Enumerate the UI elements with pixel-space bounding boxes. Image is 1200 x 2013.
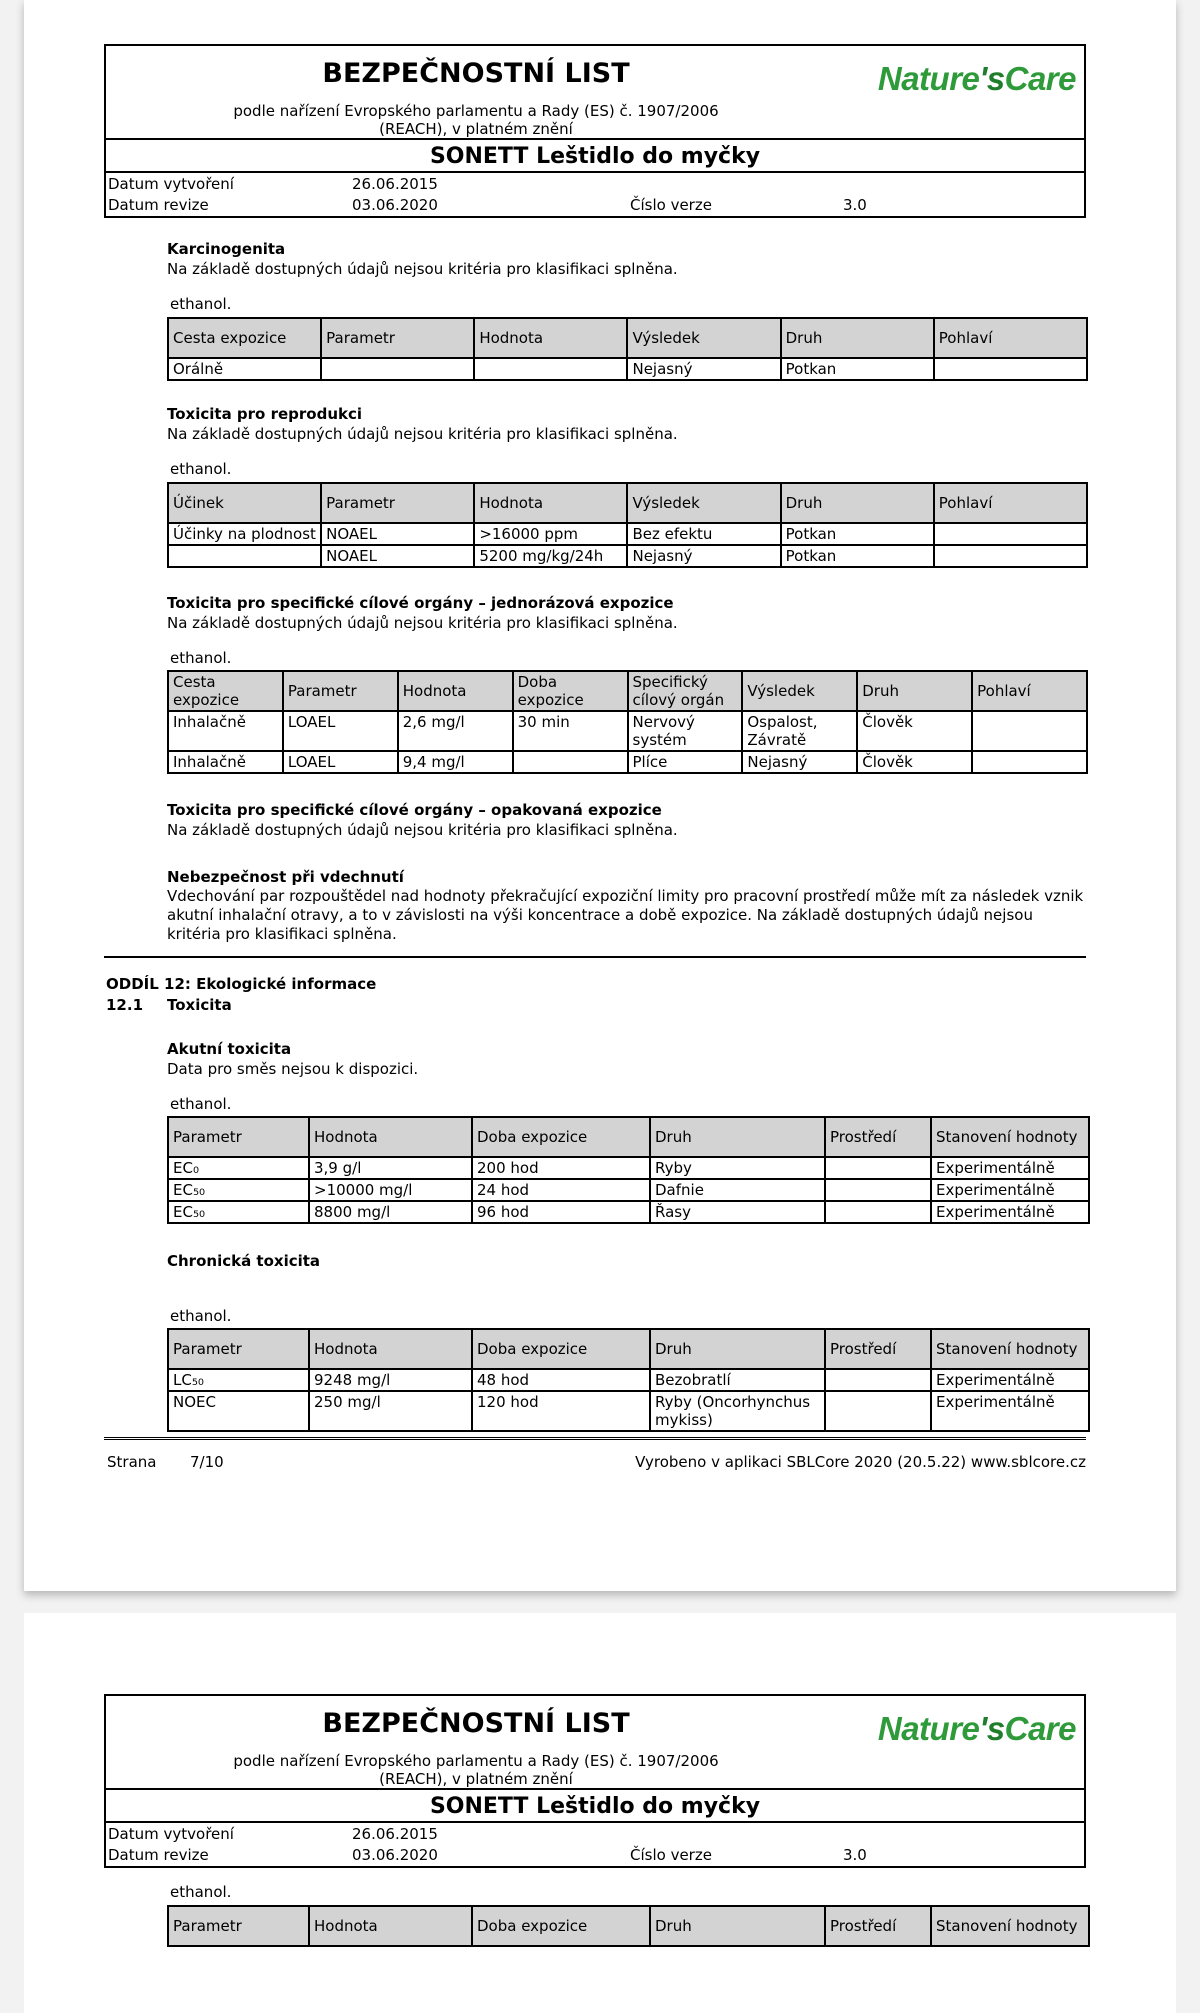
carcinogenicity-table	[167, 317, 1088, 381]
table-cell: Potkan	[781, 523, 934, 545]
document-header	[104, 1694, 1086, 1868]
revised-value: 03.06.2020	[352, 1846, 438, 1864]
chronic-toxicity-table	[167, 1328, 1090, 1432]
table-cell: Nejasný	[627, 545, 780, 567]
natures-care-logo	[878, 1710, 1076, 1748]
table-cell: NOAEL	[321, 545, 474, 567]
column-header: Druh	[781, 318, 934, 358]
table-cell: 2,6 mg/l	[398, 711, 513, 751]
stot-repeated-text: Na základě dostupných údajů nejsou kritéria pro klasifikaci splněna.	[167, 821, 678, 839]
logo-text: Nature	[877, 1710, 980, 1747]
table-cell: 96 hod	[472, 1201, 650, 1223]
substance-label: ethanol.	[170, 1095, 232, 1113]
column-header: Druh	[650, 1329, 825, 1369]
table-cell: LC₅₀	[168, 1369, 309, 1391]
table-cell	[168, 545, 321, 567]
column-header: Parametr	[321, 318, 474, 358]
header-divider	[106, 1821, 1084, 1823]
logo-text: Nature	[877, 60, 980, 97]
table-cell: Bez efektu	[627, 523, 780, 545]
table-cell: Ryby	[650, 1157, 825, 1179]
table-row	[168, 1157, 1089, 1179]
column-header: Doba expozice	[513, 671, 628, 711]
table-cell	[825, 1391, 931, 1431]
product-name: SONETT Leštidlo do myčky	[429, 144, 761, 169]
table-cell: Ryby (Oncorhynchus mykiss)	[650, 1391, 825, 1431]
table-cell: Experimentálně	[931, 1157, 1089, 1179]
header-divider	[106, 138, 1084, 140]
document-header	[104, 44, 1086, 218]
column-header: Prostředí	[825, 1329, 931, 1369]
table-cell: Experimentálně	[931, 1369, 1089, 1391]
table-cell: Člověk	[857, 711, 972, 751]
table-cell: Inhalačně	[168, 751, 283, 773]
table-cell: LOAEL	[283, 711, 398, 751]
table-row	[168, 545, 1087, 567]
column-header: Hodnota	[309, 1117, 472, 1157]
column-header: Výsledek	[627, 483, 780, 523]
table-cell: 3,9 g/l	[309, 1157, 472, 1179]
natures-care-logo	[878, 60, 1076, 98]
table-cell	[934, 523, 1087, 545]
table-cell: Inhalačně	[168, 711, 283, 751]
table-cell: 8800 mg/l	[309, 1201, 472, 1223]
section-divider	[104, 956, 1086, 958]
column-header: Hodnota	[309, 1906, 472, 1946]
revised-label: Datum revize	[108, 196, 209, 214]
logo-text-care: Care	[1004, 1710, 1076, 1747]
table-cell: >16000 ppm	[474, 523, 627, 545]
table-cell: 48 hod	[472, 1369, 650, 1391]
table-header-row	[168, 483, 1087, 523]
document-title: BEZPEČNOSTNÍ LIST	[322, 58, 630, 89]
revised-label: Datum revize	[108, 1846, 209, 1864]
acute-toxicity-text: Data pro směs nejsou k dispozici.	[167, 1060, 419, 1078]
column-header: Hodnota	[474, 483, 627, 523]
table-cell: 30 min	[513, 711, 628, 751]
leaf-icon: 's	[979, 60, 1005, 97]
document-page-7	[24, 0, 1176, 1591]
stot-repeated-heading: Toxicita pro specifické cílové orgány – opakovaná expozice	[167, 801, 662, 819]
table-row	[168, 523, 1087, 545]
table-cell: Orálně	[168, 358, 321, 380]
column-header: Druh	[650, 1906, 825, 1946]
column-header: Parametr	[283, 671, 398, 711]
generator-note: Vyrobeno v aplikaci SBLCore 2020 (20.5.22) www.sblcore.cz	[635, 1453, 1086, 1471]
created-value: 26.06.2015	[352, 1825, 438, 1843]
stot-single-text: Na základě dostupných údajů nejsou kritéria pro klasifikaci splněna.	[167, 614, 678, 632]
table-cell: NOEC	[168, 1391, 309, 1431]
section-12-1-title: Toxicita	[167, 996, 232, 1014]
chronic-toxicity-heading: Chronická toxicita	[167, 1252, 321, 1270]
table-header-row	[168, 1117, 1089, 1157]
column-header: Stanovení hodnoty	[931, 1117, 1089, 1157]
table-row	[168, 1179, 1089, 1201]
document-page-8	[24, 1613, 1176, 2013]
version-value: 3.0	[843, 196, 867, 214]
column-header: Prostředí	[825, 1906, 931, 1946]
document-title: BEZPEČNOSTNÍ LIST	[322, 1708, 630, 1739]
column-header: Parametr	[168, 1329, 309, 1369]
created-label: Datum vytvoření	[108, 1825, 234, 1843]
table-cell: Nejasný	[627, 358, 780, 380]
column-header: Prostředí	[825, 1117, 931, 1157]
table-cell	[825, 1157, 931, 1179]
substance-label: ethanol.	[170, 460, 232, 478]
footer-divider	[104, 1437, 1086, 1440]
table-cell: 9,4 mg/l	[398, 751, 513, 773]
aspiration-text: Vdechování par rozpouštědel nad hodnoty překračující expoziční limity pro pracovní prostředí může mít za následek vznik akutní inhalační otravy, a to v závislosti na výši koncentrace a době expozice. Na základě dostupných údajů nejsou kritéria pro klasifikaci splněna.	[167, 887, 1084, 943]
table-cell	[934, 545, 1087, 567]
column-header: Druh	[650, 1117, 825, 1157]
stot-single-table	[167, 670, 1088, 774]
chronic-toxicity-table-continued	[167, 1905, 1090, 1947]
table-row	[168, 1201, 1089, 1223]
table-cell: Bezobratlí	[650, 1369, 825, 1391]
section-12-1-number: 12.1	[106, 996, 144, 1014]
table-cell: Člověk	[857, 751, 972, 773]
table-cell: 120 hod	[472, 1391, 650, 1431]
table-cell	[513, 751, 628, 773]
table-row	[168, 751, 1087, 773]
acute-toxicity-table	[167, 1116, 1090, 1224]
table-cell: Plíce	[628, 751, 743, 773]
table-cell: EC₀	[168, 1157, 309, 1179]
table-cell: Řasy	[650, 1201, 825, 1223]
substance-label: ethanol.	[170, 295, 232, 313]
column-header: Stanovení hodnoty	[931, 1906, 1089, 1946]
section-12-title: ODDÍL 12: Ekologické informace	[106, 975, 377, 993]
table-cell: 5200 mg/kg/24h	[474, 545, 627, 567]
column-header: Doba expozice	[472, 1906, 650, 1946]
table-cell	[474, 358, 627, 380]
aspiration-heading: Nebezpečnost při vdechnutí	[167, 868, 404, 886]
reproduction-heading: Toxicita pro reprodukci	[167, 405, 363, 423]
table-row	[168, 1369, 1089, 1391]
table-cell	[321, 358, 474, 380]
column-header: Doba expozice	[472, 1329, 650, 1369]
column-header: Cesta expozice	[168, 318, 321, 358]
page-label: Strana	[107, 1453, 157, 1471]
table-header-row	[168, 671, 1087, 711]
column-header: Pohlaví	[934, 318, 1087, 358]
table-cell: NOAEL	[321, 523, 474, 545]
column-header: Hodnota	[309, 1329, 472, 1369]
table-cell: Dafnie	[650, 1179, 825, 1201]
table-cell: EC₅₀	[168, 1201, 309, 1223]
page-number: 7/10	[190, 1453, 224, 1471]
column-header: Doba expozice	[472, 1117, 650, 1157]
table-cell	[972, 711, 1087, 751]
header-divider	[106, 1788, 1084, 1790]
table-cell: Experimentálně	[931, 1391, 1089, 1431]
column-header: Výsledek	[742, 671, 857, 711]
column-header: Specifický cílový orgán	[628, 671, 743, 711]
table-cell: Nervový systém	[628, 711, 743, 751]
version-label: Číslo verze	[630, 1846, 712, 1864]
column-header: Pohlaví	[934, 483, 1087, 523]
substance-label: ethanol.	[170, 1883, 232, 1901]
column-header: Stanovení hodnoty	[931, 1329, 1089, 1369]
column-header: Hodnota	[398, 671, 513, 711]
substance-label: ethanol.	[170, 1307, 232, 1325]
table-cell: 9248 mg/l	[309, 1369, 472, 1391]
column-header: Výsledek	[627, 318, 780, 358]
column-header: Účinek	[168, 483, 321, 523]
carcinogenicity-text: Na základě dostupných údajů nejsou kritéria pro klasifikaci splněna.	[167, 260, 678, 278]
acute-toxicity-heading: Akutní toxicita	[167, 1040, 292, 1058]
header-divider	[106, 171, 1084, 173]
table-cell: >10000 mg/l	[309, 1179, 472, 1201]
created-label: Datum vytvoření	[108, 175, 234, 193]
column-header: Druh	[781, 483, 934, 523]
regulation-line-2: (REACH), v platném znění	[379, 120, 573, 138]
reproduction-text: Na základě dostupných údajů nejsou kritéria pro klasifikaci splněna.	[167, 425, 678, 443]
column-header: Pohlaví	[972, 671, 1087, 711]
regulation-line-2: (REACH), v platném znění	[379, 1770, 573, 1788]
table-cell	[825, 1201, 931, 1223]
table-row	[168, 358, 1087, 380]
table-cell: LOAEL	[283, 751, 398, 773]
reproduction-table	[167, 482, 1088, 568]
leaf-icon: 's	[979, 1710, 1005, 1747]
table-row	[168, 711, 1087, 751]
table-cell	[825, 1369, 931, 1391]
table-cell: Experimentálně	[931, 1201, 1089, 1223]
product-name: SONETT Leštidlo do myčky	[429, 1794, 761, 1819]
column-header: Parametr	[168, 1117, 309, 1157]
table-cell: Nejasný	[742, 751, 857, 773]
substance-label: ethanol.	[170, 649, 232, 667]
created-value: 26.06.2015	[352, 175, 438, 193]
stot-single-heading: Toxicita pro specifické cílové orgány – jednorázová expozice	[167, 594, 674, 612]
version-label: Číslo verze	[630, 196, 712, 214]
table-cell: Ospalost, Závratě	[742, 711, 857, 751]
table-cell: Potkan	[781, 545, 934, 567]
table-row	[168, 1391, 1089, 1431]
column-header: Cesta expozice	[168, 671, 283, 711]
regulation-line-1: podle nařízení Evropského parlamentu a Rady (ES) č. 1907/2006	[233, 102, 719, 120]
logo-text-care: Care	[1004, 60, 1076, 97]
table-cell: 200 hod	[472, 1157, 650, 1179]
revised-value: 03.06.2020	[352, 196, 438, 214]
table-header-row	[168, 1906, 1089, 1946]
column-header: Hodnota	[474, 318, 627, 358]
table-cell: Experimentálně	[931, 1179, 1089, 1201]
table-cell: Účinky na plodnost	[168, 523, 321, 545]
table-cell	[934, 358, 1087, 380]
table-header-row	[168, 318, 1087, 358]
table-cell	[972, 751, 1087, 773]
table-cell: EC₅₀	[168, 1179, 309, 1201]
table-header-row	[168, 1329, 1089, 1369]
table-cell	[825, 1179, 931, 1201]
column-header: Parametr	[168, 1906, 309, 1946]
carcinogenicity-heading: Karcinogenita	[167, 240, 286, 258]
column-header: Druh	[857, 671, 972, 711]
table-cell: 250 mg/l	[309, 1391, 472, 1431]
regulation-line-1: podle nařízení Evropského parlamentu a Rady (ES) č. 1907/2006	[233, 1752, 719, 1770]
version-value: 3.0	[843, 1846, 867, 1864]
column-header: Parametr	[321, 483, 474, 523]
table-cell: 24 hod	[472, 1179, 650, 1201]
table-cell: Potkan	[781, 358, 934, 380]
